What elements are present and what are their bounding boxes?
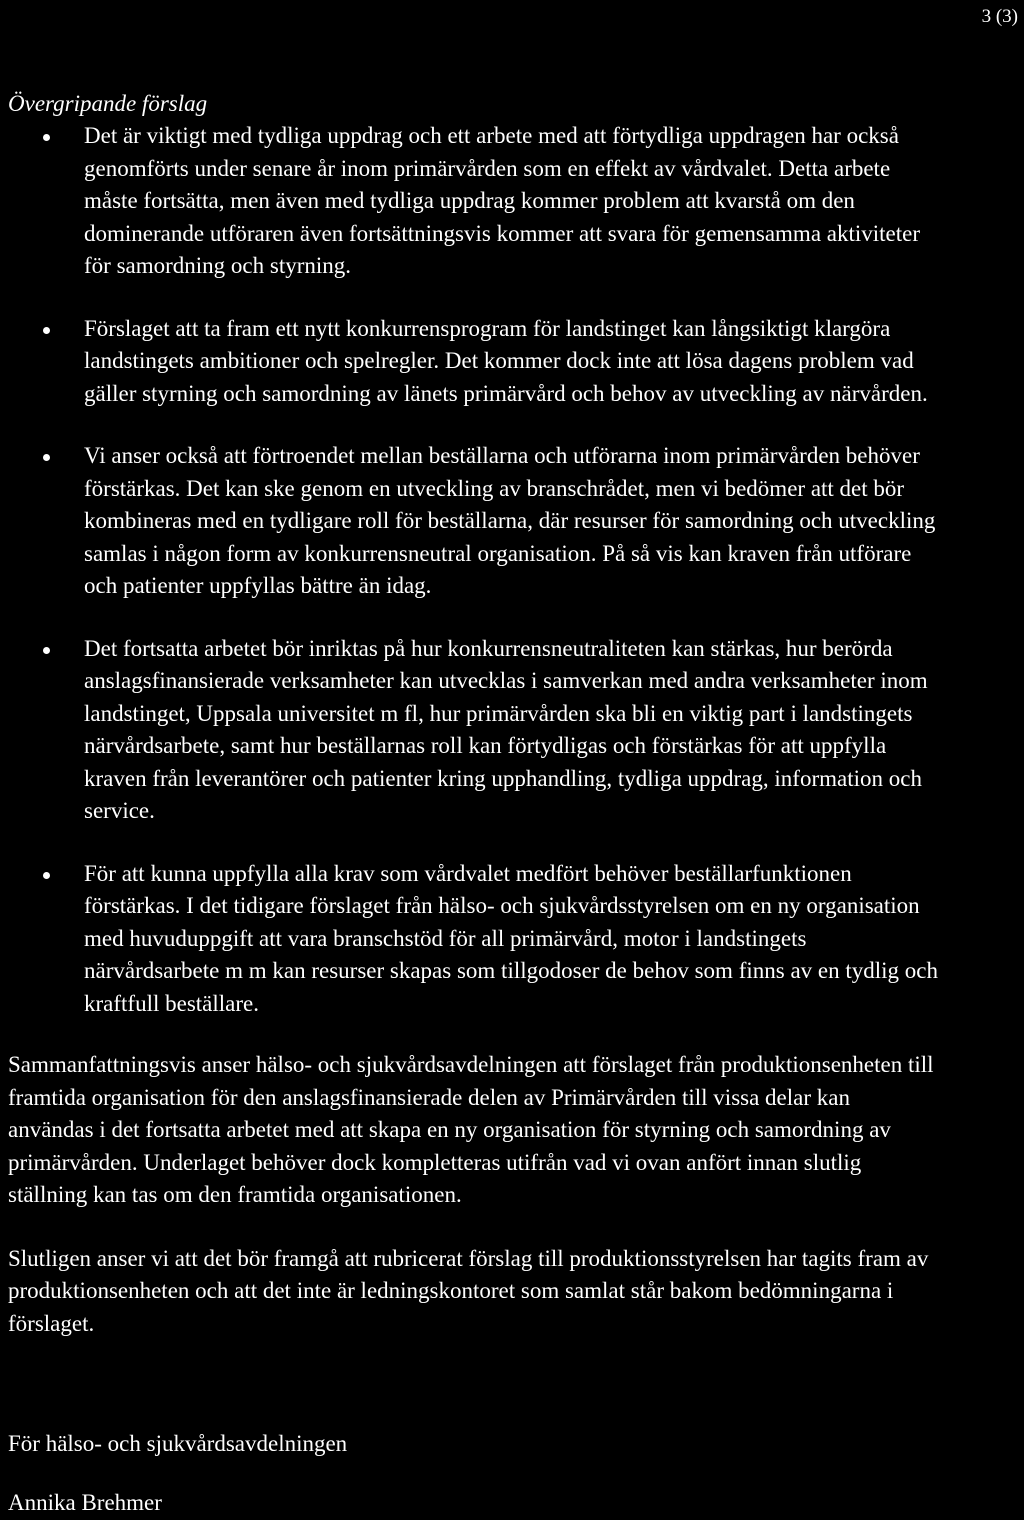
proposal-list bbox=[8, 120, 1018, 1020]
bullet-icon bbox=[43, 872, 50, 879]
list-item bbox=[8, 313, 944, 411]
list-item-text: Förslaget att ta fram ett nytt konkurrensprogram för landstinget kan långsiktigt klargöra landstingets ambitioner och spelregler. Det kommer dock inte att lösa dagens problem vad gäller styrning och samordning av länets primärvård och behov av utveckling av närvården. bbox=[84, 315, 928, 406]
signature-name: Annika Brehmer bbox=[8, 1490, 162, 1515]
summary-paragraph: Sammanfattningsvis anser hälso- och sjukvårdsavdelningen att förslaget från produktionsenheten till framtida organisation för den anslagsfinansierade delen av Primärvården till vissa delar kan användas i det fortsatta arbetet med att skapa en ny organisation för styrning och samordning av primärvården. Underlaget behöver dock kompletteras utifrån vad vi ovan anfört innan slutlig ställning kan tas om den framtida organisationen. bbox=[8, 1052, 934, 1207]
list-item bbox=[8, 440, 944, 603]
list-item-text: Vi anser också att förtroendet mellan beställarna och utförarna inom primärvården behöver förstärkas. Det kan ske genom en utveckling av branschrådet, men vi bedömer att det bör kombineras med en tydligare roll för beställarna, där resurser för samordning och utveckling samlas i någon form av konkurrensneutral organisation. På så vis kan kraven från utförare och patienter uppfyllas bättre än idag. bbox=[84, 443, 936, 598]
page-number: 3 (3) bbox=[981, 6, 1018, 27]
list-item bbox=[8, 858, 944, 1021]
bullet-icon bbox=[43, 647, 50, 654]
signature-department: För hälso- och sjukvårdsavdelningen bbox=[8, 1431, 348, 1456]
list-item-text: Det är viktigt med tydliga uppdrag och ett arbete med att förtydliga uppdragen har också genomförts under senare år inom primärvården som en effekt av vårdvalet. Detta arbete måste fortsätta, men även med tydliga uppdrag kommer problem att kvarstå om den dominerande utföraren även fortsättningsvis kommer att svara för gemensamma aktiviteter för samordning och styrning. bbox=[84, 123, 921, 278]
list-item bbox=[8, 633, 944, 828]
section-heading: Övergripande förslag bbox=[8, 91, 208, 116]
bullet-icon bbox=[43, 454, 50, 461]
final-paragraph: Slutligen anser vi att det bör framgå att rubricerat förslag till produktionsstyrelsen har tagits fram av produktionsenheten och att det inte är ledningskontoret som samlat står bakom bedömningarna i förslaget. bbox=[8, 1245, 929, 1336]
list-item-text: För att kunna uppfylla alla krav som vårdvalet medfört behöver beställarfunktionen förstärkas. I det tidigare förslaget från hälso- och sjukvårdsstyrelsen om en ny organisation med huvuduppgift att vara branschstöd för all primärvård, motor i landstingets närvårdsarbete m m kan resurser skapas som tillgodoser de behov som finns av en tydlig och kraftfull beställare. bbox=[84, 860, 938, 1016]
bullet-icon bbox=[43, 134, 50, 141]
bullet-icon bbox=[43, 327, 50, 334]
list-item-text: Det fortsatta arbetet bör inriktas på hur konkurrensneutraliteten kan stärkas, hur berörda anslagsfinansierade verksamheter kan utvecklas i samverkan med andra verksamheter inom landstinget, Uppsala universitet m fl, hur primärvården ska bli en viktig part i landstingets närvårdsarbete, samt hur beställarnas roll kan förtydligas och förstärkas för att uppfylla kraven från leverantörer och patienter kring upphandling, tydliga uppdrag, information och service. bbox=[84, 635, 928, 823]
document-body bbox=[8, 88, 1018, 1371]
list-item bbox=[8, 120, 944, 283]
